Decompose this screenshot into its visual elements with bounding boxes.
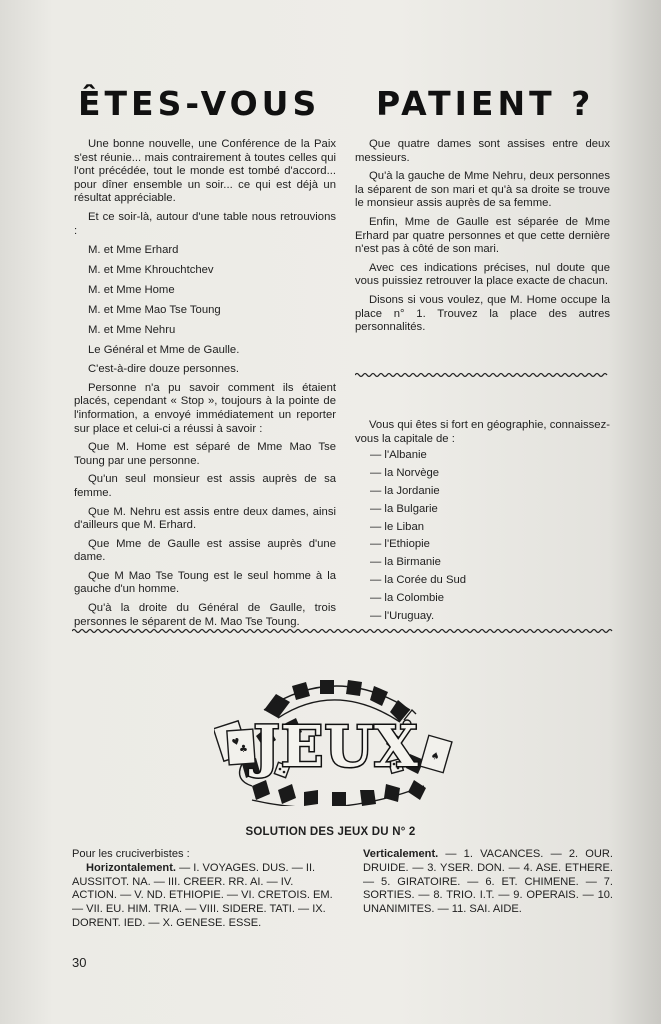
right-column <box>355 138 610 340</box>
country-list <box>370 447 610 626</box>
clue-paragraph: Que M Mao Tse Toung est le seul homme à la gauche d'un homme. <box>74 569 336 596</box>
title-part-2: PATIENT ? <box>376 84 595 123</box>
vertical-solution <box>363 848 613 917</box>
vertical-label: Verticalement. <box>363 848 439 860</box>
body-paragraph: Personne n'a pu savoir comment ils étaient placés, cependant « Stop », toujours à la pointe de l'information, a envoyé immédiatement un reporter sur place et celui-ci a réussi à savoir : <box>74 381 336 435</box>
country-item: — la Bulgarie <box>370 502 438 515</box>
clue-paragraph: Qu'à la droite du Général de Gaulle, trois personnes le séparent de M. Mao Tse Toung. <box>74 602 336 628</box>
clue-paragraph: Que Mme de Gaulle est assise auprès d'une dame. <box>74 537 336 564</box>
country-item: — l'Albanie <box>370 449 427 461</box>
intro-paragraph-2: Et ce soir-là, autour d'une table nous retrouvions : <box>74 210 336 237</box>
country-item: — la Birmanie <box>370 556 441 569</box>
clue-paragraph: Qu'un seul monsieur est assis auprès de sa femme. <box>74 473 336 499</box>
solution-left <box>72 848 334 931</box>
title-part-1: ÊTES-VOUS <box>78 84 321 123</box>
clue-paragraph: Disons si vous voulez, que M. Home occupe la place n° 1. Trouvez la place des autres personnalités. <box>355 293 610 334</box>
solution-intro: Pour les cruciverbistes : <box>72 848 190 860</box>
guest-item: M. et Mme Khrouchtchev <box>88 264 214 277</box>
jeux-logo-text: JEUX <box>253 714 419 780</box>
country-item: — l'Ethiopie <box>370 538 430 551</box>
guest-item: M. et Mme Erhard <box>88 244 179 257</box>
country-item: — la Corée du Sud <box>370 574 467 587</box>
horizontal-solution <box>72 862 334 931</box>
checkerboard-illustration <box>214 680 458 806</box>
total-line: C'est-à-dire douze personnes. <box>88 363 239 376</box>
svg-text:♥: ♥ <box>230 736 242 749</box>
clue-paragraph: Enfin, Mme de Gaulle est séparée de Mme Erhard par quatre personnes et que cette dernière n'est pas à côté de son mari. <box>355 215 610 256</box>
jeux-logo <box>214 680 458 806</box>
country-item: — la Jordanie <box>370 484 440 497</box>
page-title <box>78 84 618 124</box>
horizontal-text: — I. VOYAGES. DUS. — II. AUSSITOT. NA. — III. CREER. RR. AI. — IV. ACTION. — V. ND. ETHIOPIE. — VI. CRETOIS. EM. — VII. EU. HIM. TRIA. — VIII. SIDERE. TATI. — IX. DORENT. IED. — X. GENESE. ESSE. <box>72 861 333 929</box>
horizontal-label: Horizontalement. <box>86 861 176 874</box>
clue-paragraph: Qu'à la gauche de Mme Nehru, deux personnes la séparent de son mari et qu'à sa droite se trouve le monsieur assis auprès de sa femme. <box>355 170 610 210</box>
svg-text:♠: ♠ <box>429 750 441 764</box>
left-column <box>74 138 336 634</box>
clue-paragraph: Que quatre dames sont assises entre deux messieurs. <box>355 138 610 164</box>
geography-intro <box>355 419 610 446</box>
clue-paragraph: Que M. Home est séparé de Mme Mao Tse Toung par une personne. <box>74 441 336 467</box>
clue-paragraph: Que M. Nehru est assis entre deux dames, ainsi d'ailleurs que M. Erhard. <box>74 505 336 532</box>
guest-item: M. et Mme Nehru <box>88 324 176 337</box>
clue-paragraph: Avec ces indications précises, nul doute que vous puissiez retrouver la place exacte de chacun. <box>355 261 610 288</box>
guest-item: M. et Mme Home <box>88 284 175 297</box>
country-item: — la Colombie <box>370 592 445 605</box>
svg-text:♣: ♣ <box>239 744 248 755</box>
guest-item: Le Général et Mme de Gaulle. <box>88 344 240 357</box>
country-item: — l'Uruguay. <box>370 610 435 623</box>
country-item: — le Liban <box>370 520 425 533</box>
country-item: — la Norvège <box>370 466 440 479</box>
solution-title: SOLUTION DES JEUX DU N° 2 <box>245 826 416 838</box>
solution-right <box>363 848 613 917</box>
wavy-divider <box>72 628 614 634</box>
geography-question: Vous qui êtes si fort en géographie, connaissez-vous la capitale de : <box>355 419 610 445</box>
guest-item: M. et Mme Mao Tse Toung <box>88 304 221 317</box>
wavy-divider <box>355 372 610 378</box>
intro-paragraph: Une bonne nouvelle, une Conférence de la Paix s'est réunie... mais contrairement à toutes celles qui l'ont précédée, tout le monde est tombé d'accord... pour dîner ensemble un soir... ce qui est déjà un résultat appréciable. <box>74 138 336 205</box>
page-number: 30 <box>72 955 87 970</box>
vertical-text: — 1. VACANCES. — 2. OUR. DRUIDE. — 3. YSER. DON. — 4. ASE. ETHERE. — 5. GIRATOIRE. — 6. ET. CHIMENE. — 7. SORTIES. — 8. TRIO. I.T. — 9. OPERAIS. — 10. UNANIMITES. — 11. SAI. AIDE. <box>363 848 613 916</box>
